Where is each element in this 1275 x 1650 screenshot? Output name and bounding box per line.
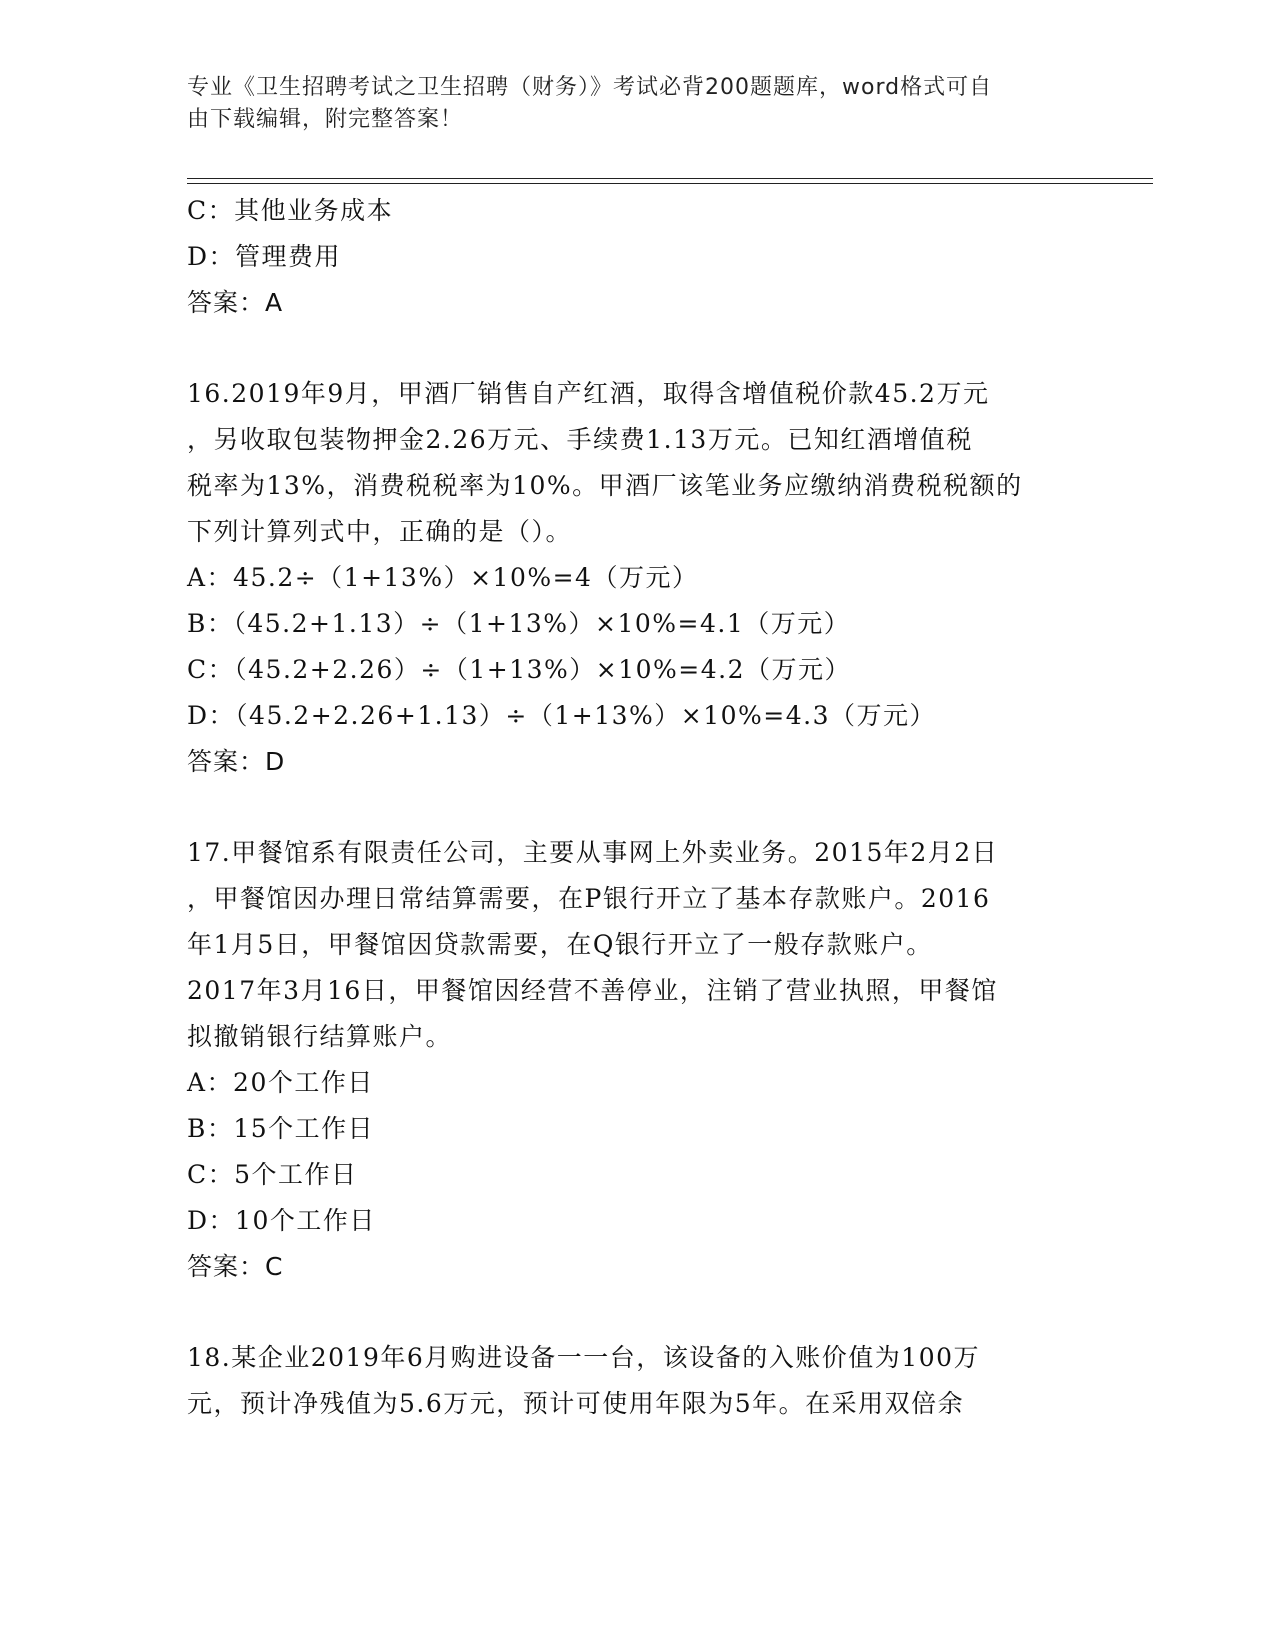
document-body	[187, 188, 1087, 1427]
answer-line: 答案：D	[187, 747, 286, 776]
option-d: D：（45.2+2.26+1.13）÷（1+13%）×10%=4.3（万元）	[187, 701, 937, 730]
spacer	[187, 1290, 1087, 1335]
question-stem-line: 税率为13%，消费税税率为10%。甲酒厂该笔业务应缴纳消费税税额的	[187, 471, 1023, 500]
question-stem-line: ，甲餐馆因办理日常结算需要，在P银行开立了基本存款账户。2016	[187, 884, 991, 913]
document-header	[187, 72, 1067, 136]
option-c: C：（45.2+2.26）÷（1+13%）×10%=4.2（万元）	[187, 655, 851, 684]
option-b: B：（45.2+1.13）÷（1+13%）×10%=4.1（万元）	[187, 609, 851, 638]
question-16	[187, 371, 1087, 785]
header-rule-top	[187, 178, 1153, 179]
option-b: B：15个工作日	[187, 1114, 375, 1143]
question-stem-line: ，另收取包装物押金2.26万元、手续费1.13万元。已知红酒增值税	[187, 425, 973, 454]
question-18	[187, 1335, 1087, 1427]
question-stem-line: 16.2019年9月，甲酒厂销售自产红酒，取得含增值税价款45.2万元	[187, 379, 990, 408]
header-rule-bottom	[187, 183, 1153, 184]
spacer	[187, 785, 1087, 830]
question-stem-line: 元，预计净残值为5.6万元，预计可使用年限为5年。在采用双倍余	[187, 1389, 965, 1418]
question-15-tail	[187, 188, 1087, 326]
answer-line: 答案：C	[187, 1252, 284, 1281]
question-stem-line: 17.甲餐馆系有限责任公司，主要从事网上外卖业务。2015年2月2日	[187, 838, 999, 867]
option-d: D：管理费用	[187, 242, 342, 271]
option-c: C：5个工作日	[187, 1160, 358, 1189]
spacer	[187, 326, 1087, 371]
question-stem-line: 拟撤销银行结算账户。	[187, 1022, 453, 1051]
option-a: A：20个工作日	[187, 1068, 374, 1097]
question-stem-line: 2017年3月16日，甲餐馆因经营不善停业，注销了营业执照，甲餐馆	[187, 976, 998, 1005]
option-d: D：10个工作日	[187, 1206, 376, 1235]
header-line-2: 由下载编辑，附完整答案！	[187, 107, 464, 132]
question-stem-line: 年1月5日，甲餐馆因贷款需要，在Q银行开立了一般存款账户。	[187, 930, 933, 959]
option-a: A：45.2÷（1+13%）×10%=4（万元）	[187, 563, 699, 592]
question-stem-line: 下列计算列式中，正确的是（）。	[187, 517, 573, 546]
option-c: C：其他业务成本	[187, 196, 394, 225]
question-17	[187, 830, 1087, 1290]
question-stem-line: 18.某企业2019年6月购进设备一一台，该设备的入账价值为100万	[187, 1343, 981, 1372]
header-line-1: 专业《卫生招聘考试之卫生招聘（财务）》考试必背200题题库，word格式可自	[187, 75, 993, 100]
answer-line: 答案：A	[187, 288, 284, 317]
